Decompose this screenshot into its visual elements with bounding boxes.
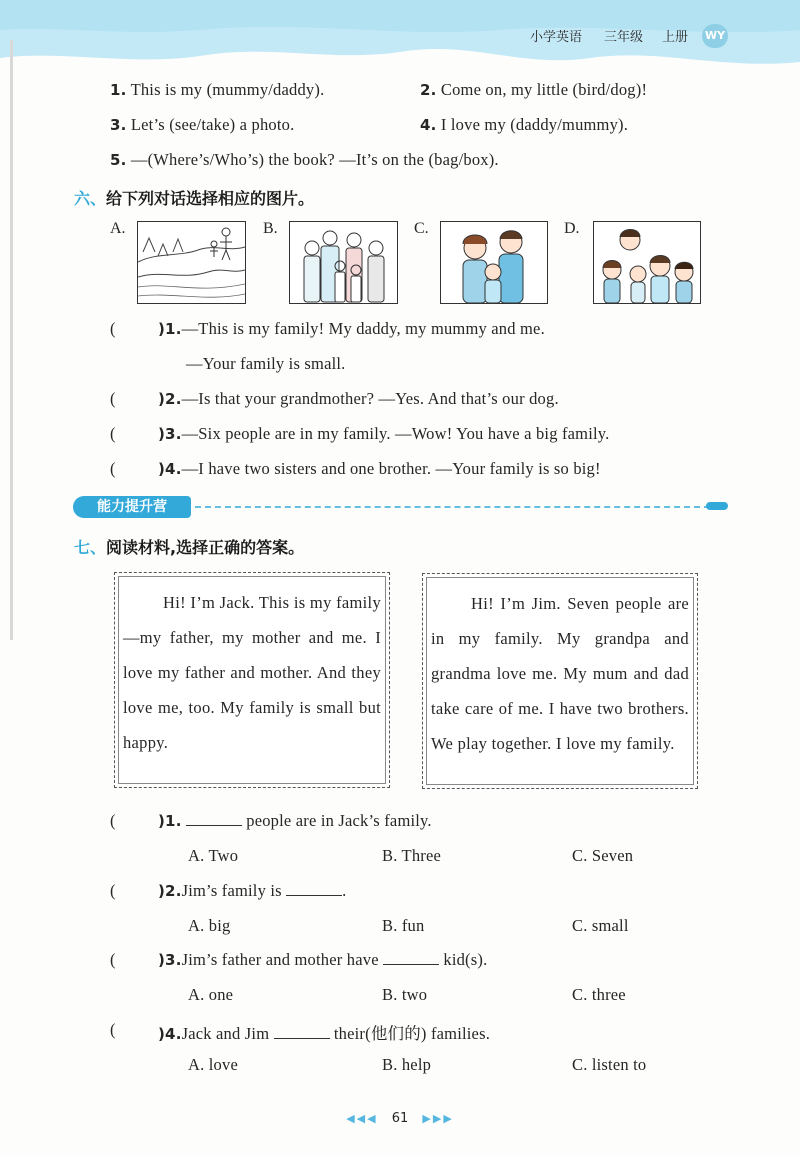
s7-q2-option-a[interactable]: A. big (188, 916, 231, 935)
s7-q4-option-c[interactable]: C. listen to (572, 1055, 647, 1074)
passage-jim-text: Hi! I’m Jim. Seven people are in my family. My grandpa and grandma love me. My mum and dad take care of me. I have two brothers. We play together. I love my family. (431, 594, 689, 753)
picture-d-family-with-kids (593, 221, 701, 304)
left-arrows-icon: ◀◀◀ (346, 1112, 378, 1125)
s7-q1-blank[interactable] (186, 825, 242, 826)
ability-section-banner: 能力提升营 (73, 496, 191, 518)
header-volume: 上册 (662, 30, 689, 45)
right-arrows-icon: ▶▶▶ (422, 1112, 454, 1125)
s7-q3-answer-slot[interactable]: ( (110, 950, 116, 969)
s7-q2-option-b[interactable]: B. fun (382, 916, 425, 935)
s6-q1-answer-slot[interactable]: ( (110, 319, 116, 338)
publisher-badge: WY (702, 24, 728, 48)
passage-jack (114, 572, 390, 788)
banner-divider (195, 506, 710, 508)
s5-item-5: 5. —(Where’s/Who’s) the book? —It’s on the (bag/box). (110, 150, 499, 169)
s7-q1-option-c[interactable]: C. Seven (572, 846, 634, 865)
s7-q2: )2.Jim’s family is . (158, 881, 347, 900)
s7-q3: )3.Jim’s father and mother have kid(s). (158, 950, 488, 969)
s7-q1-option-a[interactable]: A. Two (188, 846, 239, 865)
s7-q3-blank[interactable] (383, 964, 439, 965)
option-label-c: C. (414, 220, 429, 237)
s7-q2-blank[interactable] (286, 895, 342, 896)
s6-q2-answer-slot[interactable]: ( (110, 389, 116, 408)
s6-q1: )1.—This is my family! My daddy, my mummy and me. (158, 319, 545, 338)
s5-item-1: 1. This is my (mummy/daddy). (110, 80, 325, 99)
option-label-a: A. (110, 220, 126, 237)
s7-q4-option-b[interactable]: B. help (382, 1055, 432, 1074)
passage-jack-text: Hi! I’m Jack. This is my family—my father, my mother and me. I love my father and mother. And they love me, too. My family is small but happy. (123, 593, 381, 752)
s7-q4-answer-slot[interactable]: ( (110, 1020, 116, 1039)
s6-q4-answer-slot[interactable]: ( (110, 459, 116, 478)
s7-q2-option-c[interactable]: C. small (572, 916, 629, 935)
s6-q4: )4.—I have two sisters and one brother. —Your family is so big! (158, 459, 601, 478)
header-grade: 三年级 (604, 30, 644, 45)
s7-q1: )1. people are in Jack’s family. (158, 811, 432, 830)
s7-q3-option-c[interactable]: C. three (572, 985, 626, 1004)
s7-q4-option-a[interactable]: A. love (188, 1055, 238, 1074)
page-footer (0, 1111, 800, 1126)
picture-c-small-family (440, 221, 548, 304)
s7-q2-answer-slot[interactable]: ( (110, 881, 116, 900)
s6-q2: )2.—Is that your grandmother? —Yes. And that’s our dog. (158, 389, 559, 408)
header-subject: 小学英语 (530, 30, 583, 45)
passage-jim (422, 573, 698, 789)
page-number: 61 (391, 1111, 409, 1126)
s7-q3-option-b[interactable]: B. two (382, 985, 428, 1004)
section7-title: 七、阅读材料,选择正确的答案。 (74, 538, 305, 557)
s6-q3: )3.—Six people are in my family. —Wow! You have a big family. (158, 424, 610, 443)
s7-q4: )4.Jack and Jim their(他们的) families. (158, 1024, 491, 1043)
s5-item-2: 2. Come on, my little (bird/dog)! (420, 80, 648, 99)
s7-q1-answer-slot[interactable]: ( (110, 811, 116, 830)
s7-q4-blank[interactable] (274, 1038, 330, 1039)
s6-q3-answer-slot[interactable]: ( (110, 424, 116, 443)
s5-item-4: 4. I love my (daddy/mummy). (420, 115, 629, 134)
s7-q3-option-a[interactable]: A. one (188, 985, 234, 1004)
s6-q1-line2: —Your family is small. (186, 354, 346, 373)
page-binding-edge (10, 40, 13, 640)
section6-title: 六、给下列对话选择相应的图片。 (74, 189, 315, 208)
banner-pencil-icon (706, 502, 728, 510)
picture-a-landscape (137, 221, 246, 304)
s7-q1-option-b[interactable]: B. Three (382, 846, 442, 865)
option-label-b: B. (263, 220, 278, 237)
option-label-d: D. (564, 220, 580, 237)
s5-item-3: 3. Let’s (see/take) a photo. (110, 115, 295, 134)
picture-b-big-family (289, 221, 398, 304)
